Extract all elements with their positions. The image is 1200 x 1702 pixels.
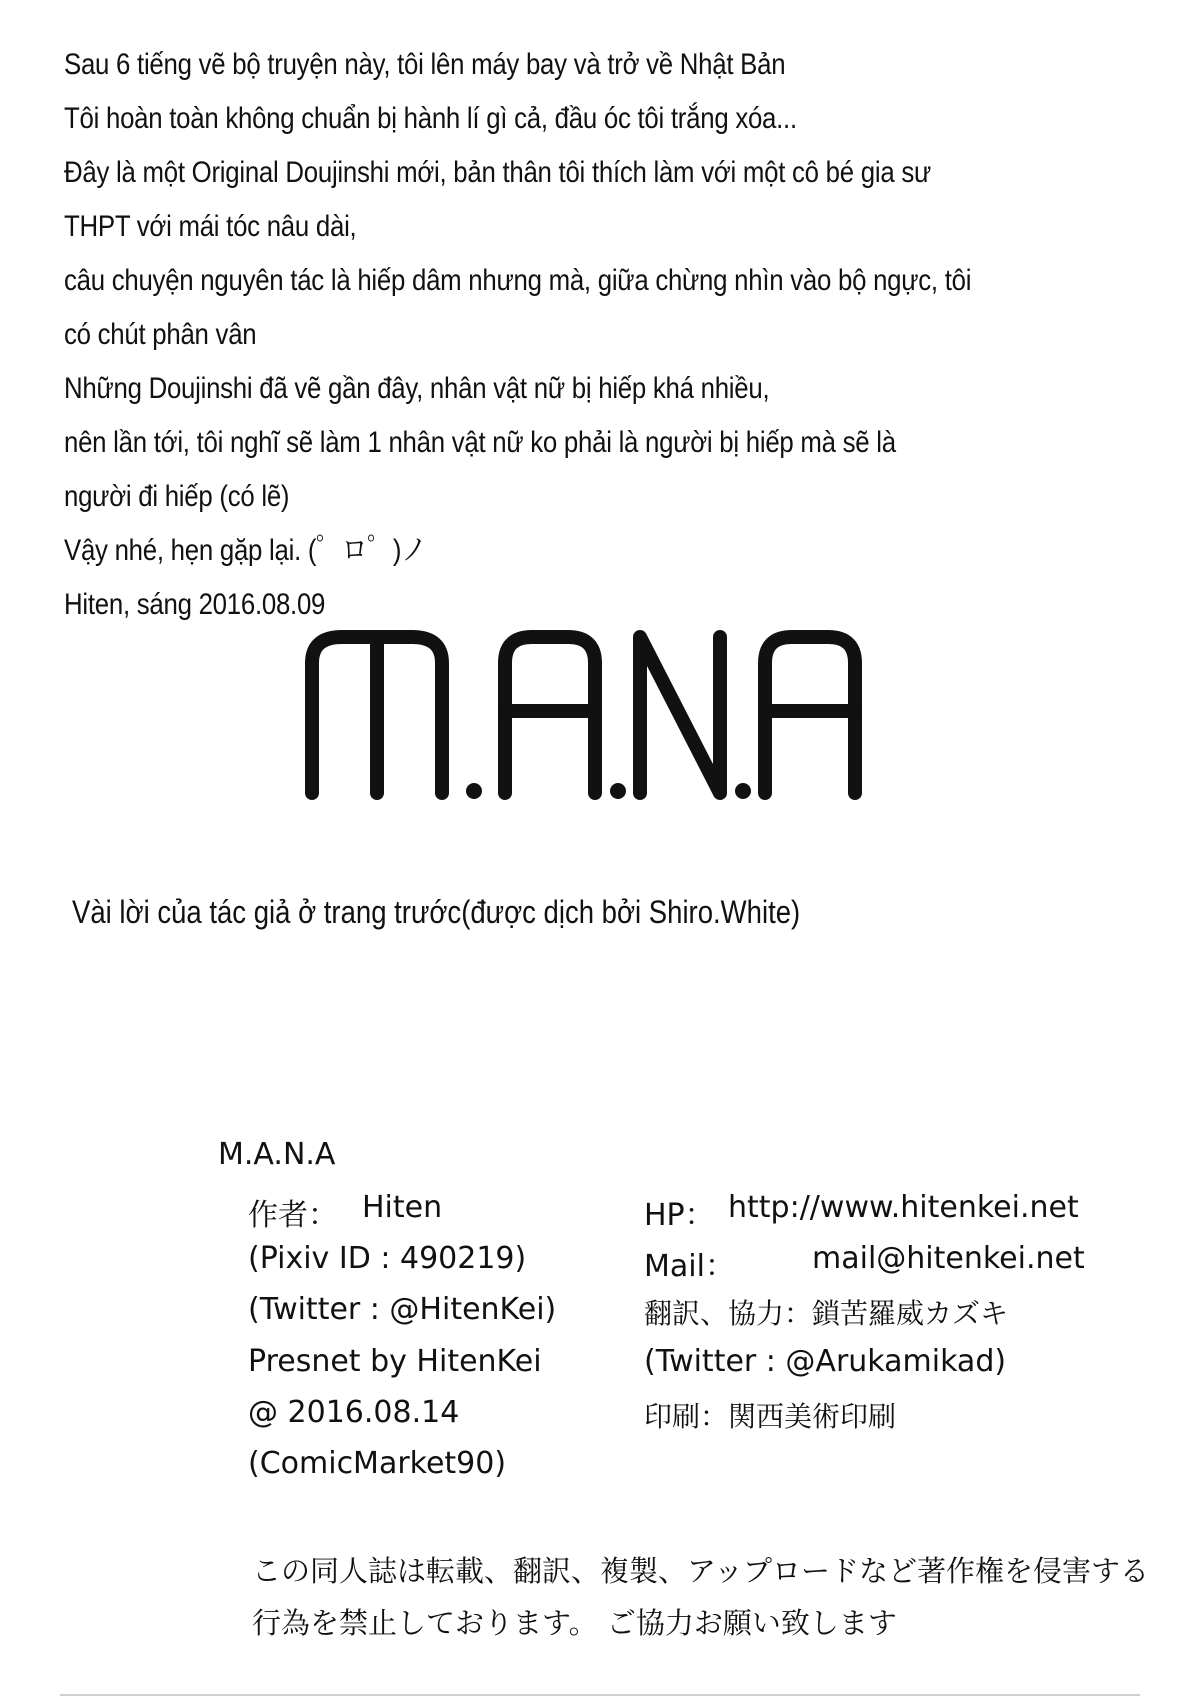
mail-label: Mail： — [644, 1249, 735, 1284]
note-line: Tôi hoàn toàn không chuẩn bị hành lí gì cả, đầu óc tôi trắng xóa... — [64, 102, 797, 135]
pixiv-id: (Pixiv ID : 490219) — [248, 1241, 527, 1276]
note-line: Đây là một Original Doujinshi mới, bản thân tôi thích làm với một cô bé gia sư — [64, 156, 932, 189]
note-line: nên lần tới, tôi nghĩ sẽ làm 1 nhân vật nữ ko phải là người bị hiếp mà sẽ là — [64, 426, 896, 459]
notice-line: この同人誌は転載、翻訳、複製、アップロードなど著作権を侵害する — [252, 1554, 1149, 1588]
notice-line: 行為を禁止しております。 ご協力お願い致します — [252, 1606, 897, 1640]
note-line: câu chuyện nguyên tác là hiếp dâm nhưng mà, giữa chừng nhìn vào bộ ngực, tôi — [64, 264, 972, 297]
author-name: Hiten — [362, 1190, 443, 1225]
event-name: (ComicMarket90) — [248, 1446, 507, 1481]
bottom-divider — [60, 1694, 1140, 1696]
author-twitter: (Twitter : @HitenKei) — [248, 1292, 557, 1327]
note-line: Hiten, sáng 2016.08.09 — [64, 588, 326, 621]
hp-url: http://www.hitenkei.net — [728, 1190, 1079, 1225]
translation-twitter: (Twitter : @Arukamikad) — [644, 1344, 1007, 1379]
mail-address: mail@hitenkei.net — [812, 1241, 1085, 1276]
presented-by: Presnet by HitenKei — [248, 1344, 542, 1379]
translation-credit: 翻訳、協力：鎖苦羅威カズキ — [644, 1297, 1009, 1330]
colophon-title: M.A.N.A — [218, 1137, 336, 1172]
note-line: Những Doujinshi đã vẽ gần đây, nhân vật nữ bị hiếp khá nhiều, — [64, 372, 770, 405]
copyright-notice — [252, 1545, 1192, 1649]
hp-label: HP： — [644, 1198, 715, 1233]
author-label: 作者： — [248, 1198, 338, 1233]
translator-credit: Vài lời của tác giả ở trang trước(được dịch bởi Shiro.White) — [72, 894, 801, 930]
note-line: THPT với mái tóc nâu dài, — [64, 210, 357, 243]
note-line: người đi hiếp (có lẽ) — [64, 480, 290, 513]
publish-date: @ 2016.08.14 — [248, 1395, 460, 1430]
note-line: Vậy nhé, hẹn gặp lại. (゜ロ゜)ノ — [64, 534, 427, 567]
printing-credit: 印刷：関西美術印刷 — [644, 1400, 897, 1433]
note-line: có chút phân vân — [64, 318, 257, 351]
note-line: Sau 6 tiếng vẽ bộ truyện này, tôi lên máy bay và trở về Nhật Bản — [64, 48, 786, 81]
